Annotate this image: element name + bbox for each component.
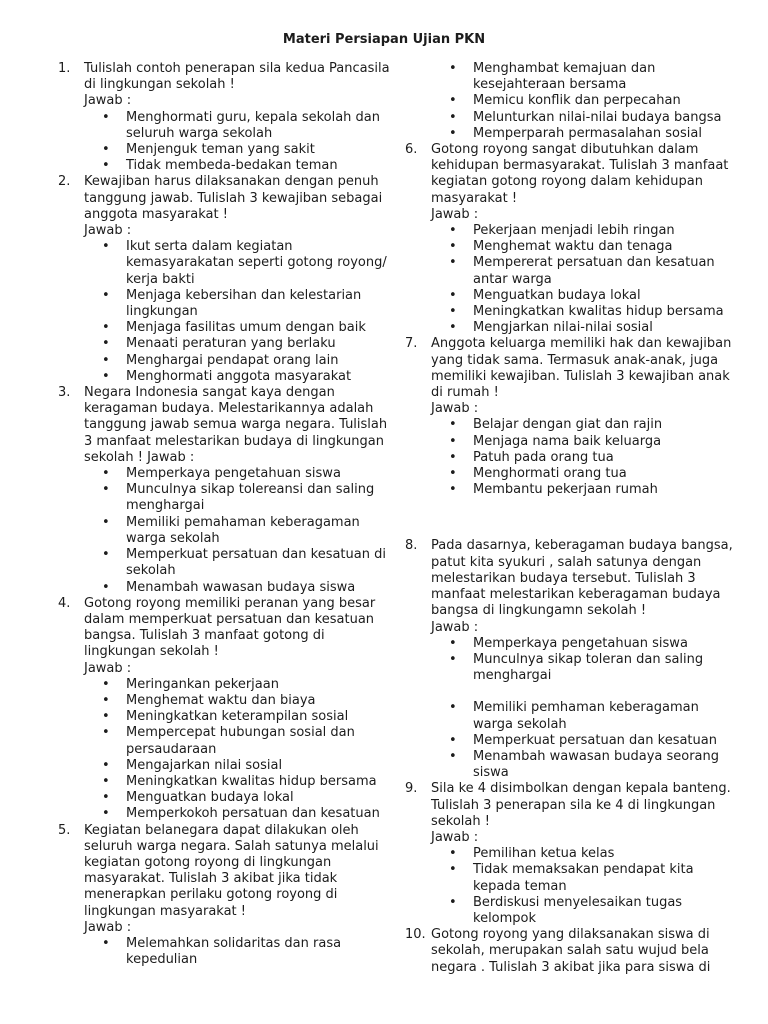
list-item: • Menghambat kemajuan dan kesejahteraan bersama <box>449 61 735 93</box>
question-9 <box>405 781 735 846</box>
answer-list <box>405 223 735 336</box>
list-item: • Menghormati anggota masyarakat <box>102 369 392 385</box>
question-number: 6. <box>405 142 418 158</box>
answer-label: Jawab : <box>431 829 479 845</box>
right-column <box>405 61 735 976</box>
answer-list <box>58 239 392 385</box>
answer-label: Jawab : <box>84 660 132 676</box>
list-item: • Memperkuat persatuan dan kesatuan di sekolah <box>102 547 392 579</box>
question-number: 9. <box>405 781 418 797</box>
list-item: • Memperkokoh persatuan dan kesatuan <box>102 806 392 822</box>
question-7 <box>405 336 735 417</box>
question-number: 8. <box>405 538 418 554</box>
document-title: Materi Persiapan Ujian PKN <box>282 32 486 47</box>
list-item: • Meningkatkan keterampilan sosial <box>102 709 392 725</box>
question-10 <box>405 927 735 976</box>
list-item: • Meningkatkan kwalitas hidup bersama <box>102 774 392 790</box>
list-item: • Munculnya sikap toleran dan saling menghargai <box>449 652 735 684</box>
list-item: • Pemilihan ketua kelas <box>449 846 735 862</box>
answer-label: Jawab : <box>431 206 479 222</box>
question-text: Gotong royong yang dilaksanakan siswa di sekolah, merupakan salah satu wujud bela negara . Tulislah 3 akibat jika para siswa di <box>431 927 711 975</box>
answer-list-continued <box>405 61 735 142</box>
list-item: • Menjaga fasilitas umum dengan baik <box>102 320 392 336</box>
question-text: Pada dasarnya, keberagaman budaya bangsa, patut kita syukuri , salah satunya dengan melestarikan budaya tersebut. Tulislah 3 manfaat melestarikan keberagaman budaya bangsa di lingkungamn sekolah ! <box>431 538 733 619</box>
list-item: • Menjaga kebersihan dan kelestarian lingkungan <box>102 288 392 320</box>
question-number: 4. <box>58 595 71 611</box>
list-item: • Memiliki pemhaman keberagaman warga sekolah <box>449 700 735 732</box>
list-item: • Menjaga nama baik keluarga <box>449 434 735 450</box>
list-item: • Meringankan pekerjaan <box>102 677 392 693</box>
list-item: • Mengajarkan nilai sosial <box>102 758 392 774</box>
question-8 <box>405 538 735 635</box>
answer-list <box>405 417 735 498</box>
question-text: Negara Indonesia sangat kaya dengan keragaman budaya. Melestarikannya adalah tanggung jawab semua warga negara. Tulislah 3 manfaat melestarikan budaya di lingkungan sekolah ! Jawab : <box>84 385 388 465</box>
list-item: • Tidak membeda-bedakan teman <box>102 158 392 174</box>
list-item: • Menguatkan budaya lokal <box>102 790 392 806</box>
list-item: • Berdiskusi menyelesaikan tugas kelompok <box>449 895 735 927</box>
question-text: Kewajiban harus dilaksanakan dengan penuh tanggung jawab. Tulislah 3 kewajiban sebagai anggota masyarakat ! <box>84 174 383 222</box>
question-5 <box>58 823 392 936</box>
spacer <box>405 498 735 538</box>
answer-label: Jawab : <box>84 919 132 935</box>
question-text: Sila ke 4 disimbolkan dengan kepala banteng. Tulislah 3 penerapan sila ke 4 di lingkungan sekolah ! <box>431 781 731 829</box>
answer-label: Jawab : <box>431 401 479 417</box>
list-item: • Mempererat persatuan dan kesatuan antar warga <box>449 255 735 287</box>
question-1 <box>58 61 392 110</box>
question-text: Kegiatan belanegara dapat dilakukan oleh seluruh warga negara. Salah satunya melalui kegiatan gotong royong di lingkungan masyarakat. Tulislah 3 akibat jika tidak menerapkan perilaku gotong royong di lingkungan masyarakat ! <box>84 822 379 919</box>
question-6 <box>405 142 735 223</box>
list-item: • Memperkaya pengetahuan siswa <box>102 466 392 482</box>
list-item: • Memperkuat persatuan dan kesatuan <box>449 733 735 749</box>
answer-label: Jawab : <box>84 93 132 109</box>
answer-list <box>405 636 735 685</box>
list-item: • Menjenguk teman yang sakit <box>102 142 392 158</box>
answer-label: Jawab : <box>84 223 132 239</box>
question-text: Gotong royong sangat dibutuhkan dalam kehidupan bermasyarakat. Tulislah 3 manfaat kegiatan gotong royong dalam kehidupan masyarakat ! <box>431 142 729 206</box>
answer-list <box>58 110 392 175</box>
question-text: Tulislah contoh penerapan sila kedua Pancasila di lingkungan sekolah ! <box>84 61 390 93</box>
list-item: • Menambah wawasan budaya seorang siswa <box>449 749 735 781</box>
list-item: • Melunturkan nilai-nilai budaya bangsa <box>449 110 735 126</box>
list-item: • Tidak memaksakan pendapat kita kepada teman <box>449 862 735 894</box>
list-item: • Menghargai pendapat orang lain <box>102 353 392 369</box>
list-item: • Menghemat waktu dan biaya <box>102 693 392 709</box>
question-number: 2. <box>58 174 71 190</box>
answer-label: Jawab : <box>431 619 479 635</box>
list-item: • Ikut serta dalam kegiatan kemasyarakatan seperti gotong royong/ kerja bakti <box>102 239 392 288</box>
question-number: 1. <box>58 61 71 76</box>
question-number: 10. <box>405 927 426 943</box>
list-item: • Menaati peraturan yang berlaku <box>102 336 392 352</box>
list-item: • Mempercepat hubungan sosial dan persaudaraan <box>102 725 392 757</box>
question-number: 7. <box>405 336 418 352</box>
list-item: • Melemahkan solidaritas dan rasa kepedulian <box>102 936 392 968</box>
question-number: 3. <box>58 385 71 401</box>
list-item: • Memiliki pemahaman keberagaman warga sekolah <box>102 515 392 547</box>
answer-list <box>58 677 392 823</box>
question-2 <box>58 174 392 239</box>
list-item: • Menghormati guru, kepala sekolah dan seluruh warga sekolah <box>102 110 392 142</box>
list-item: • Memperparah permasalahan sosial <box>449 126 735 142</box>
list-item: • Menghemat waktu dan tenaga <box>449 239 735 255</box>
answer-list <box>405 846 735 927</box>
list-item: • Memicu konflik dan perpecahan <box>449 93 735 109</box>
list-item: • Membantu pekerjaan rumah <box>449 482 735 498</box>
question-number: 5. <box>58 822 71 838</box>
answer-list <box>58 936 392 968</box>
list-item: • Munculnya sikap tolereansi dan saling menghargai <box>102 482 392 514</box>
question-4 <box>58 596 392 677</box>
left-column <box>58 61 392 968</box>
list-item: • Patuh pada orang tua <box>449 450 735 466</box>
list-item: • Belajar dengan giat dan rajin <box>449 417 735 433</box>
answer-list <box>405 700 735 781</box>
question-3 <box>58 385 392 466</box>
list-item: • Menambah wawasan budaya siswa <box>102 580 392 596</box>
list-item: • Menguatkan budaya lokal <box>449 288 735 304</box>
answer-list <box>58 466 392 596</box>
list-item: • Mengjarkan nilai-nilai sosial <box>449 320 735 336</box>
list-item: • Menghormati orang tua <box>449 466 735 482</box>
list-item: • Meningkatkan kwalitas hidup bersama <box>449 304 735 320</box>
list-item: • Pekerjaan menjadi lebih ringan <box>449 223 735 239</box>
question-text: Gotong royong memiliki peranan yang besar dalam memperkuat persatuan dan kesatuan bangsa. Tulislah 3 manfaat gotong di lingkungan sekolah ! <box>84 595 376 660</box>
question-text: Anggota keluarga memiliki hak dan kewajiban yang tidak sama. Termasuk anak-anak, juga memiliki kewajiban. Tulislah 3 kewajiban anak di rumah ! <box>431 336 732 401</box>
list-item: • Memperkaya pengetahuan siswa <box>449 636 735 652</box>
spacer <box>405 684 735 700</box>
